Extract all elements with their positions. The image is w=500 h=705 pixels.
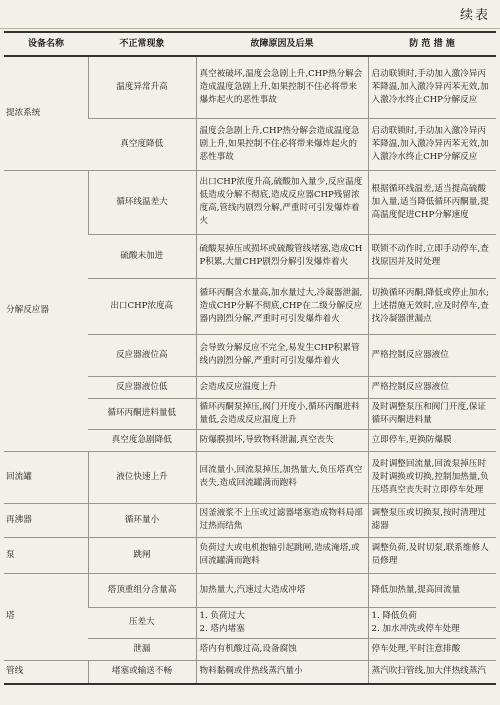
preventive-measure: 根据循环线温差,适当提高硫酸加入量,适当降低循环丙酮量,提高温度促进CHP分解速度 bbox=[368, 170, 496, 234]
fault-cause: 循环丙酮泵掉压,阀门开度小,循环丙酮进料量低,会造成反应温度上升 bbox=[196, 398, 368, 429]
symptom: 塔顶重组分含量高 bbox=[88, 573, 196, 607]
fault-cause: 循环丙酮含水量高,加水量过大,冷凝器泄漏,造成CHP分解不彻底,CHP在二级分解反应器内剧烈分解,严重时可引发爆炸着火 bbox=[196, 278, 368, 334]
preventive-measure: 启动联锁时,手动加入激冷异丙苯降温,加入激冷异丙苯无效,加入激冷水终止CHP分解反应 bbox=[368, 118, 496, 170]
fault-cause: 1. 负荷过大 2. 塔内堵塞 bbox=[196, 607, 368, 638]
symptom: 反应器液位低 bbox=[88, 376, 196, 398]
preventive-measure: 蒸汽吹扫管线,加大伴热线蒸汽 bbox=[368, 660, 496, 684]
continued-label: 续表 bbox=[459, 8, 490, 23]
table-row bbox=[4, 573, 496, 607]
table-row bbox=[4, 451, 496, 503]
fault-cause: 出口CHP浓度升高,硫酸加入量少,反应温度低造成分解不彻底,造成反应器CHP残留浓度高,管线内剧烈分解,严重时可引发爆炸着火 bbox=[196, 170, 368, 234]
fault-cause: 温度会急剧上升,CHP热分解会造成温度急剧上升,如果控制不住必将带来爆炸起火的恶性事故 bbox=[196, 118, 368, 170]
preventive-measure: 严格控制反应器液位 bbox=[368, 376, 496, 398]
symptom: 循环线温差大 bbox=[88, 170, 196, 234]
symptom: 反应器液位高 bbox=[88, 334, 196, 376]
equipment-name: 塔 bbox=[4, 573, 88, 660]
fault-cause: 防爆膜损坏,导致物料泄漏,真空丧失 bbox=[196, 429, 368, 451]
table-row bbox=[4, 537, 496, 573]
equipment-name: 分解反应器 bbox=[4, 170, 88, 451]
symptom: 泄漏 bbox=[88, 638, 196, 660]
preventive-measure: 启动联锁时,手动加入激冷异丙苯降温,加入激冷异丙苯无效,加入激冷水终止CHP分解反应 bbox=[368, 56, 496, 118]
fault-cause: 塔内有机酸过高,设备腐蚀 bbox=[196, 638, 368, 660]
symptom: 温度异常升高 bbox=[88, 56, 196, 118]
col-header-symptom: 不正常现象 bbox=[88, 32, 196, 56]
table-row bbox=[4, 503, 496, 537]
fault-cause: 物料黏稠或伴热线蒸汽量小 bbox=[196, 660, 368, 684]
fault-cause: 因釜液浆不上压或过滤器堵塞造成物料局部过热而结焦 bbox=[196, 503, 368, 537]
preventive-measure: 严格控制反应器液位 bbox=[368, 334, 496, 376]
symptom: 堵塞或输送不畅 bbox=[88, 660, 196, 684]
equipment-name: 管线 bbox=[4, 660, 88, 684]
preventive-measure: 及时调整泵压和阀门开度,保证循环丙酮进料量 bbox=[368, 398, 496, 429]
preventive-measure: 及时调整回流量,回流泵掉压时及时调换或切换,控制加热量,负压塔真空丧失时立即停车处理 bbox=[368, 451, 496, 503]
equipment-name: 泵 bbox=[4, 537, 88, 573]
preventive-measure: 调整泵压或切换泵,按时清理过滤器 bbox=[368, 503, 496, 537]
table-row bbox=[4, 170, 496, 234]
preventive-measure: 联锁不动作时,立即手动停车,查找原因并及时处理 bbox=[368, 234, 496, 278]
table-row bbox=[4, 56, 496, 118]
fault-cause: 会造成反应温度上升 bbox=[196, 376, 368, 398]
col-header-equipment: 设备名称 bbox=[4, 32, 88, 56]
equipment-name: 再沸器 bbox=[4, 503, 88, 537]
page-header bbox=[0, 0, 500, 29]
table-row bbox=[4, 660, 496, 684]
fault-cause: 加热量大,汽速过大造成冲塔 bbox=[196, 573, 368, 607]
preventive-measure: 1. 降低负荷 2. 加水冲洗或停车处理 bbox=[368, 607, 496, 638]
preventive-measure: 停车处理,平时注意排酸 bbox=[368, 638, 496, 660]
symptom: 出口CHP浓度高 bbox=[88, 278, 196, 334]
preventive-measure: 切换循环丙酮,降低或停止加水;上述措施无效时,应及时停车,查找冷凝器泄漏点 bbox=[368, 278, 496, 334]
col-header-measure: 防 范 措 施 bbox=[368, 32, 496, 56]
fault-cause: 会导致分解反应不完全,易发生CHP积累管线内剧烈分解,严重时可引发爆炸着火 bbox=[196, 334, 368, 376]
equipment-name: 回流罐 bbox=[4, 451, 88, 503]
symptom: 硫酸未加进 bbox=[88, 234, 196, 278]
fault-cause: 回流量小,回流泵掉压,加热量大,负压塔真空丧失,造成回流罐满而跑料 bbox=[196, 451, 368, 503]
symptom: 压差大 bbox=[88, 607, 196, 638]
symptom: 循环量小 bbox=[88, 503, 196, 537]
symptom: 真空度急剧降低 bbox=[88, 429, 196, 451]
fault-cause: 负荷过大或电机抱轴引起跳闸,造成淹塔,或回流罐满而跑料 bbox=[196, 537, 368, 573]
equipment-name: 提浓系统 bbox=[4, 56, 88, 170]
col-header-cause: 故障原因及后果 bbox=[196, 32, 368, 56]
preventive-measure: 调整负荷,及时切泵,联系维修人员修理 bbox=[368, 537, 496, 573]
fault-cause: 硫酸泵掉压或损坏或硫酸管线堵塞,造成CHP积累,大量CHP剧烈分解引发爆炸着火 bbox=[196, 234, 368, 278]
fault-cause: 真空被破坏,温度会急剧上升,CHP热分解会造成温度急剧上升,如果控制不住必将带来爆炸起火的恶性事故 bbox=[196, 56, 368, 118]
symptom: 跳闸 bbox=[88, 537, 196, 573]
symptom: 液位快速上升 bbox=[88, 451, 196, 503]
table-body bbox=[4, 56, 496, 684]
preventive-measure: 立即停车,更换防爆膜 bbox=[368, 429, 496, 451]
symptom: 真空度降低 bbox=[88, 118, 196, 170]
fault-table bbox=[4, 31, 496, 685]
symptom: 循环丙酮进料量低 bbox=[88, 398, 196, 429]
preventive-measure: 降低加热量,提高回流量 bbox=[368, 573, 496, 607]
table-header-row bbox=[4, 32, 496, 56]
